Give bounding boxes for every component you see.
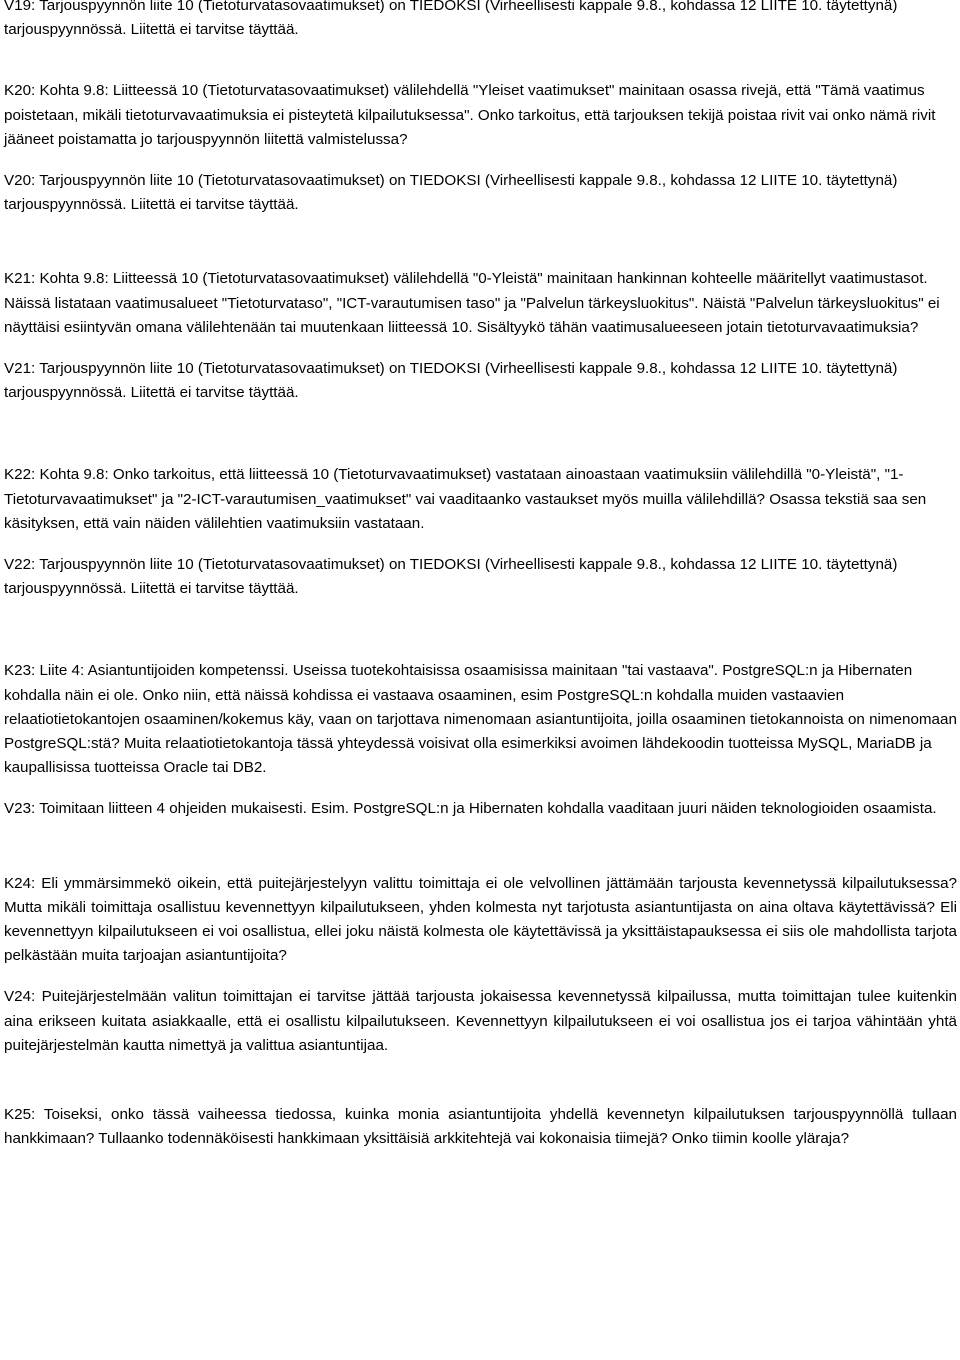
question-k20: K20: Kohta 9.8: Liitteessä 10 (Tietoturvatasovaatimukset) välilehdellä "Yleiset vaatimukset" mainitaan osassa rivejä, että "Tämä vaatimus poistetaan, mikäli tietoturvavaatimuksia ei pisteytetä kilpailutuksessa". Onko tarkoitus, että tarjouksen tekijä poistaa rivit vai onko nämä rivit jääneet poistamatta jo tarjouspyynnön liitettä valmistelussa? (4, 82, 936, 148)
question-k22: K22: Kohta 9.8: Onko tarkoitus, että liitteessä 10 (Tietoturvavaatimukset) vastataan ainoastaan vaatimuksiin välilehdillä "0-Yleistä", "1-Tietoturvavaatimukset" ja "2-ICT-varautumisen_vaatimukset" vai vaaditaanko vastaukset myös muilla välilehdillä? Osassa tekstiä saa sen käsityksen, että vain näiden välilehtien vaatimuksiin vastataan. (4, 466, 927, 532)
answer-v20: V20: Tarjouspyynnön liite 10 (Tietoturvatasovaatimukset) on TIEDOKSI (Virheellisesti kappale 9.8., kohdassa 12 LIITE 10. täytettynä) tarjouspyynnössä. Liitettä ei tarvitse täyttää. (4, 172, 898, 214)
answer-v19: V19: Tarjouspyynnön liite 10 (Tietoturvatasovaatimukset) on TIEDOKSI (Virheellisesti kappale 9.8., kohdassa 12 LIITE 10. täytettynä) tarjouspyynnössä. Liitettä ei tarvitse täyttää. (4, 0, 898, 39)
question-k24: K24: Eli ymmärsimmekö oikein, että puitejärjestelyyn valittu toimittaja ei ole velvollinen jättämään tarjousta kevennetyssä kilpailutuksessa? Mutta mikäli toimittaja osallistuu kevennettyyn kilpailutukseen, yhden kolmesta nyt tarjotusta asiantuntijasta on aina oltava käytettävissä? Eli kevennettyyn kilpailutukseen ei voi osallistua, ellei joku näistä kolmesta ole käytettävissä ja yksittäistapauksessa ei siis ole mahdollista tarjota pelkästään muita tarjoajan asiantuntijoita? (4, 874, 957, 965)
document-page (4, 0, 957, 1152)
answer-v24: V24: Puitejärjestelmään valitun toimittajan ei tarvitse jättää tarjousta jokaisessa kevennetyssä kilpailussa, mutta toimittajan tulee kuitenkin aina erikseen kuitata asiakkaalle, että ei osallistu kilpailutukseen. Kevennettyyn kilpailutukseen ei voi osallistua jos ei tarjoa vähintään yhtä puitejärjestelmän kautta nimettyä ja valittua asiantuntijaa. (4, 988, 957, 1054)
question-k25: K25: Toiseksi, onko tässä vaiheessa tiedossa, kuinka monia asiantuntijoita yhdellä kevennetyn kilpailutuksen tarjouspyynnöllä tullaan hankkimaan? Tullaanko todennäköisesti hankkimaan yksittäisiä arkkitehtejä vai kokonaisia tiimejä? Onko tiimin koolle yläraja? (4, 1106, 957, 1148)
answer-v22: V22: Tarjouspyynnön liite 10 (Tietoturvatasovaatimukset) on TIEDOKSI (Virheellisesti kappale 9.8., kohdassa 12 LIITE 10. täytettynä) tarjouspyynnössä. Liitettä ei tarvitse täyttää. (4, 556, 898, 598)
question-k23: K23: Liite 4: Asiantuntijoiden kompetenssi. Useissa tuotekohtaisissa osaamisissa mainitaan "tai vastaava". PostgreSQL:n ja Hibernaten kohdalla näin ei ole. Onko niin, että näissä kohdissa ei vastaava osaaminen, esim PostgreSQL:n kohdalla muiden vastaavien relaatiotietokantojen osaaminen/kokemus käy, vaan on tarjottava nimenomaan asiantuntijoita, joilla osaaminen tietokannoista on nimenomaan PostgreSQL:stä? Muita relaatiotietokantoja tässä yhteydessä voisivat olla esimerkiksi avoimen lähdekoodin tuotteissa MySQL, MariaDB ja kaupallisissa tuotteissa Oracle tai DB2. (4, 662, 957, 777)
answer-v21: V21: Tarjouspyynnön liite 10 (Tietoturvatasovaatimukset) on TIEDOKSI (Virheellisesti kappale 9.8., kohdassa 12 LIITE 10. täytettynä) tarjouspyynnössä. Liitettä ei tarvitse täyttää. (4, 360, 898, 402)
question-k21: K21: Kohta 9.8: Liitteessä 10 (Tietoturvatasovaatimukset) välilehdellä "0-Yleistä" mainitaan hankinnan kohteelle määritellyt vaatimustasot. Näissä listataan vaatimusalueet "Tietoturvataso", "ICT-varautumisen taso" ja "Palvelun tärkeysluokitus". Näistä "Palvelun tärkeysluokitus" ei näyttäisi esiintyvän omana välilehtenään tai muutenkaan liitteessä 10. Sisältyykö tähän vaatimusalueeseen jotain tietoturvavaatimuksia? (4, 270, 940, 336)
answer-v23: V23: Toimitaan liitteen 4 ohjeiden mukaisesti. Esim. PostgreSQL:n ja Hibernaten kohdalla vaaditaan juuri näiden teknologioiden osaamista. (4, 800, 937, 818)
